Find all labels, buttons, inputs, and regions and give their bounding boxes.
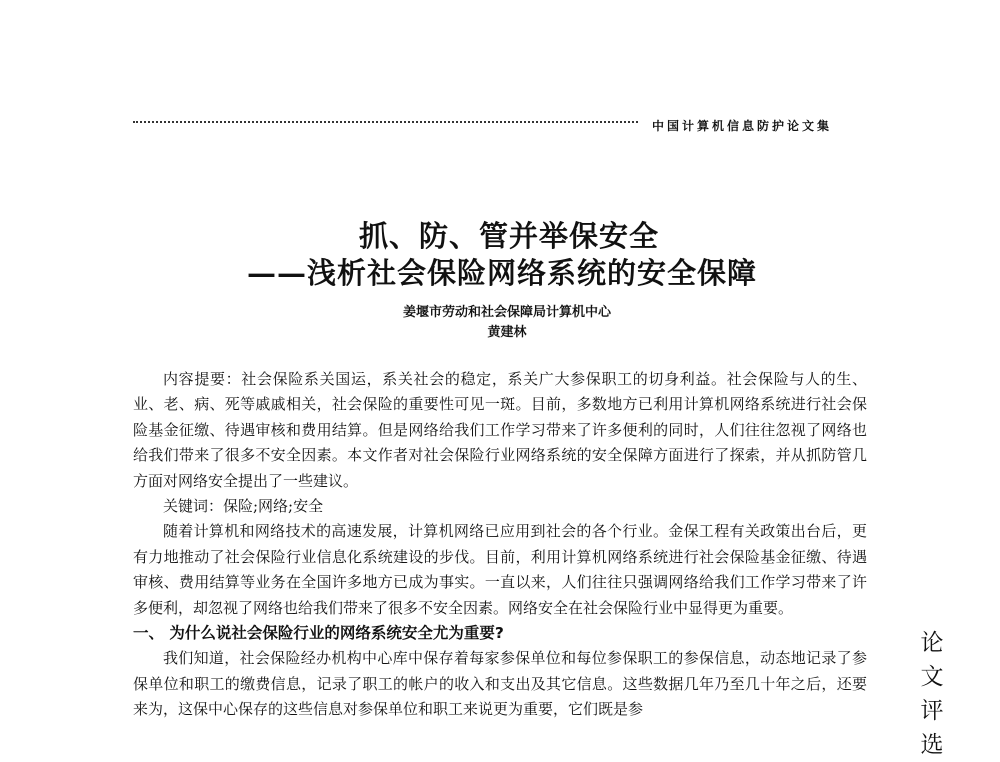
- title-block: [0, 218, 1000, 292]
- article-subtitle: ——浅析社会保险网络系统的安全保障: [246, 256, 757, 290]
- sidebar-char: 评: [920, 698, 944, 724]
- sidebar-char: 论: [920, 630, 944, 656]
- article-body: [133, 367, 867, 723]
- section-heading: 一、 为什么说社会保险行业的网络系统安全尤为重要?: [133, 624, 504, 643]
- sidebar-char: 文: [920, 664, 944, 690]
- journal-title: 中国计算机信息防护论文集: [652, 119, 833, 133]
- article-title: 抓、防、管并举保安全: [358, 219, 659, 253]
- header-dotted-rule: [133, 121, 638, 123]
- keywords-line: 关键词：保险;网络;安全: [163, 497, 324, 516]
- author-name: 黄建林: [487, 325, 527, 340]
- author-affiliation: 姜堰市劳动和社会保障局计算机中心: [402, 305, 611, 320]
- abstract-paragraph: 内容提要：社会保险系关国运，系关社会的稳定，系关广大参保职工的切身利益。社会保险与人的生、业、老、病、死等戚戚相关，社会保险的重要性可见一斑。目前，多数地方已利用计算机网络系统进行社会保险基金征缴、待遇审核和费用结算。但是网络给我们工作学习带来了许多便利的同时，人们往往忽视了网络也给我们带来了很多不安全因素。本文作者对社会保险行业网络系统的安全保障方面进行了探索，并从抓防管几方面对网络安全提出了一些建议。: [133, 370, 867, 490]
- intro-paragraph: 随着计算机和网络技术的高速发展，计算机网络已应用到社会的各个行业。金保工程有关政策出台后，更有力地推动了社会保险行业信息化系统建设的步伐。目前，利用计算机网络系统进行社会保险基金征缴、待遇审核、费用结算等业务在全国许多地方已成为事实。一直以来，人们往往只强调网络给我们工作学习带来了许多便利，却忽视了网络也给我们带来了很多不安全因素。网络安全在社会保险行业中显得更为重要。: [133, 522, 867, 617]
- section-paragraph: 我们知道，社会保险经办机构中心库中保存着每家参保单位和每位参保职工的参保信息，动态地记录了参保单位和职工的缴费信息，记录了职工的帐户的收入和支出及其它信息。这些数据几年乃至几十年之后，还要来为，这保中心保存的这些信息对参保单位和职工来说更为重要，它们既是参: [133, 649, 867, 719]
- sidebar-char: 选: [920, 732, 944, 758]
- section-sidebar-label: [919, 626, 945, 762]
